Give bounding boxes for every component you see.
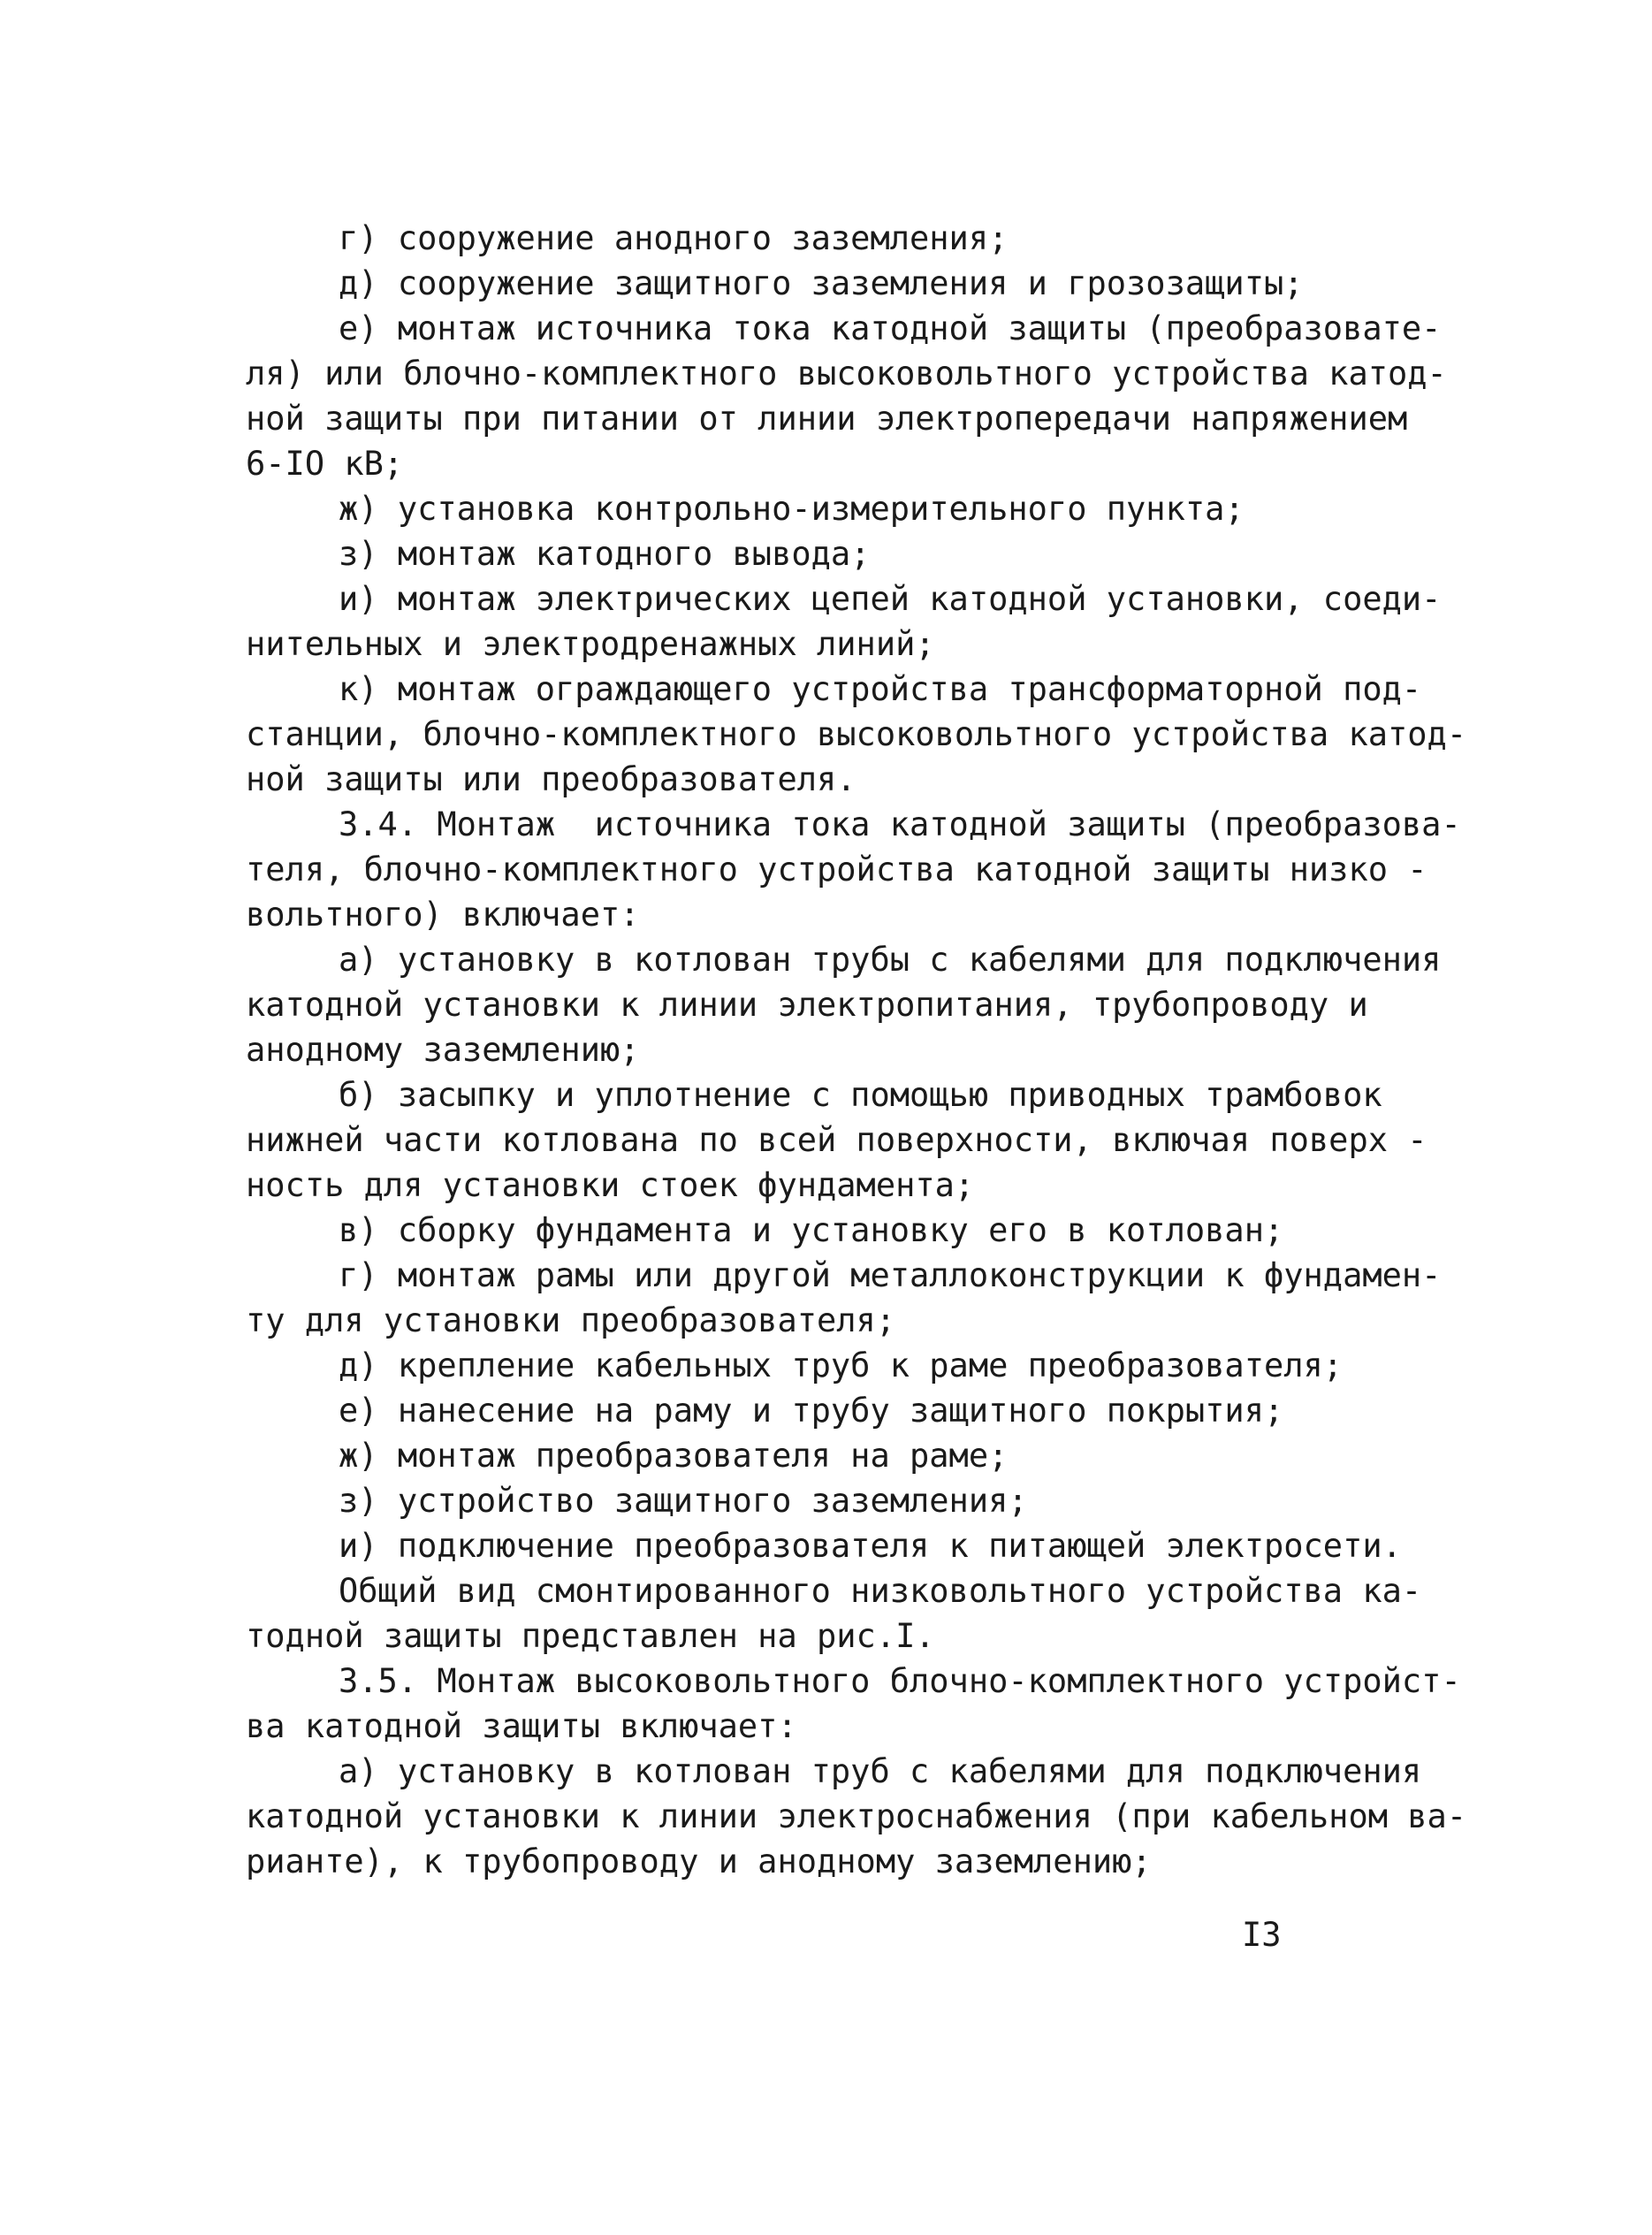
text-line: нижней части котлована по всей поверхности, включая поверх -	[246, 1121, 1427, 1159]
text-line: д) сооружение защитного заземления и грозозащиты;	[339, 264, 1304, 302]
text-line: е) монтаж источника тока катодной защиты (преобразовате-	[339, 309, 1442, 347]
text-line: анодному заземлению;	[246, 1031, 640, 1069]
page-number: I3	[1242, 1916, 1282, 1954]
text-line: ж) монтаж преобразователя на раме;	[339, 1437, 1009, 1475]
text-line: и) монтаж электрических цепей катодной установки, соеди-	[339, 580, 1442, 618]
text-line: 6-IO кВ;	[246, 445, 404, 483]
text-line: теля, блочно-комплектного устройства катодной защиты низко -	[246, 851, 1427, 889]
text-line: к) монтаж ограждающего устройства трансформаторной под-	[339, 670, 1422, 708]
text-line: и) подключение преобразователя к питающей электросети.	[339, 1527, 1402, 1565]
text-line: ность для установки стоек фундамента;	[246, 1166, 975, 1204]
text-line: ной защиты или преобразователя.	[246, 760, 856, 798]
text-line: рианте), к трубопроводу и анодному заземлению;	[246, 1842, 1152, 1880]
text-line: станции, блочно-комплектного высоковольтного устройства катод-	[246, 715, 1467, 753]
text-line: ту для установки преобразователя;	[246, 1301, 896, 1339]
text-line: г) сооружение анодного заземления;	[339, 219, 1009, 257]
text-line: ной защиты при питании от линии электропередачи напряжением	[246, 400, 1408, 438]
text-line: 3.4. Монтаж источника тока катодной защиты (преобразова-	[339, 805, 1461, 843]
text-line: 3.5. Монтаж высоковольтного блочно-комплектного устройст-	[339, 1662, 1461, 1700]
text-line: з) монтаж катодного вывода;	[339, 535, 871, 573]
text-line: ва катодной защиты включает:	[246, 1707, 797, 1745]
text-line: нительных и электродренажных линий;	[246, 625, 935, 663]
text-line: б) засыпку и уплотнение с помощью приводных трамбовок	[339, 1076, 1382, 1114]
text-line: з) устройство защитного заземления;	[339, 1482, 1028, 1520]
text-line: тодной защиты представлен на рис.I.	[246, 1617, 935, 1655]
text-line: в) сборку фундамента и установку его в котлован;	[339, 1211, 1284, 1249]
text-line: вольтного) включает:	[246, 896, 640, 934]
text-line: катодной установки к линии электропитания, трубопроводу и	[246, 986, 1368, 1024]
text-line: ж) установка контрольно-измерительного пункта;	[339, 490, 1245, 528]
text-line: а) установку в котлован трубы с кабелями для подключения	[339, 941, 1442, 979]
text-line: катодной установки к линии электроснабжения (при кабельном ва-	[246, 1797, 1467, 1835]
text-line: ля) или блочно-комплектного высоковольтного устройства катод-	[246, 355, 1447, 393]
text-line: Общий вид смонтированного низковольтного устройства ка-	[339, 1572, 1422, 1610]
text-line: а) установку в котлован труб с кабелями для подключения	[339, 1752, 1422, 1790]
text-line: е) нанесение на раму и трубу защитного покрытия;	[339, 1392, 1284, 1430]
text-line: д) крепление кабельных труб к раме преобразователя;	[339, 1346, 1344, 1384]
text-line: г) монтаж рамы или другой металлоконструкции к фундамен-	[339, 1256, 1442, 1294]
